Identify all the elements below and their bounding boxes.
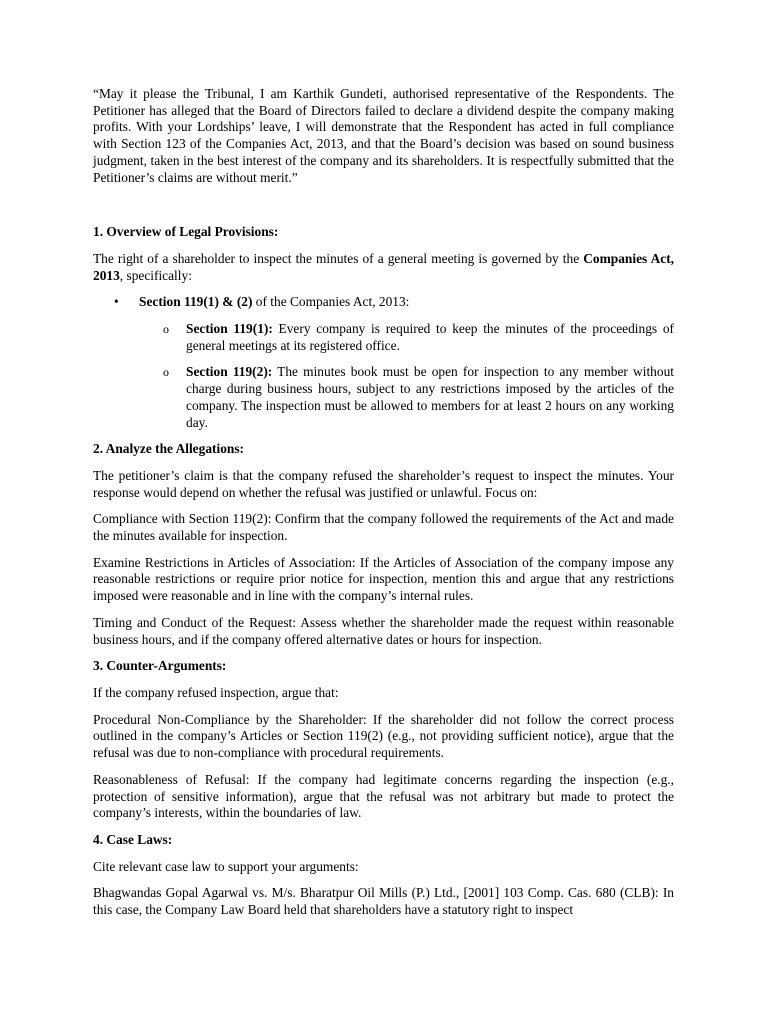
sub-item-label: Section 119(2):: [186, 364, 273, 380]
bullet-bold-label: Section 119(1) & (2): [139, 294, 253, 310]
section-3-paragraph: Reasonableness of Refusal: If the company had legitimate concerns regarding the inspection (e.g., protection of sensitive information), argue that the refusal was not arbitrary but made to protect the company’s interests, within the boundaries of law.: [93, 771, 674, 821]
section-2-paragraph: Timing and Conduct of the Request: Assess whether the shareholder made the request within reasonable business hours, and if the company offered alternative dates or hours for inspection.: [93, 614, 674, 647]
sub-item-text: The minutes book must be open for inspection to any member without charge during business hours, subject to any restrictions imposed by the articles of the company. The inspection must be allowed to members for at least 2 hours on any working day.: [186, 364, 674, 430]
sub-item-text: Every company is required to keep the minutes of the proceedings of general meetings at its registered office.: [186, 321, 674, 353]
bullet-text: of the Companies Act, 2013:: [252, 294, 410, 310]
section-4-paragraph: Bhagwandas Gopal Agarwal vs. M/s. Bharatpur Oil Mills (P.) Ltd., [2001] 103 Comp. Cas. 680 (CLB): In this case, the Company Law Board held that shareholders have a statutory right to inspect: [93, 885, 674, 918]
section-4-paragraph: Cite relevant case law to support your arguments:: [93, 858, 359, 874]
sub-bullet-icon: o: [163, 365, 169, 380]
section-2-paragraph: The petitioner’s claim is that the company refused the shareholder’s request to inspect the minutes. Your response would depend on whether the refusal was justified or unlawful. Focus on:: [93, 467, 674, 500]
section-2-heading: 2. Analyze the Allegations:: [93, 441, 245, 457]
section-1-intro: [93, 251, 674, 284]
section-3-paragraph: If the company refused inspection, argue that:: [93, 684, 339, 700]
intro-text: The right of a shareholder to inspect the minutes of a general meeting is governed by the: [93, 250, 584, 266]
section-3-heading: 3. Counter-Arguments:: [93, 658, 227, 674]
sub-item-label: Section 119(1):: [186, 321, 273, 337]
act-name: Companies Act, 2013: [93, 250, 674, 283]
bullet-icon: •: [114, 294, 119, 310]
section-3-paragraph: Procedural Non-Compliance by the Shareholder: If the shareholder did not follow the correct process outlined in the company’s Articles or Section 119(2) (e.g., not providing sufficient notice), argue that the refusal was due to non-compliance with procedural requirements.: [93, 711, 674, 761]
document-page: [93, 86, 674, 929]
bullet-item-section-119: [93, 294, 674, 311]
section-2-paragraph: Compliance with Section 119(2): Confirm that the company followed the requirements of the Act and made the minutes available for inspection.: [93, 511, 674, 544]
opening-quote: “May it please the Tribunal, I am Karthik Gundeti, authorised representative of the Respondents. The Petitioner has alleged that the Board of Directors failed to declare a dividend despite the company making profits. With your Lordships’ leave, I will demonstrate that the Respondent has acted in full compliance with Section 123 of the Companies Act, 2013, and that the Board’s decision was based on sound business judgment, taken in the best interest of the company and its shareholders. It is respectfully submitted that the Petitioner’s claims are without merit.”: [93, 86, 674, 185]
section-2-paragraph: Examine Restrictions in Articles of Association: If the Articles of Association of the company impose any reasonable restrictions or require prior notice for inspection, mention this and argue that any restrictions imposed were reasonable and in line with the company’s internal rules.: [93, 554, 674, 604]
sub-item-section-119-1: [93, 321, 674, 354]
intro-suffix: , specifically:: [119, 267, 192, 283]
section-4-heading: 4. Case Laws:: [93, 831, 173, 847]
sub-item-section-119-2: [93, 364, 674, 431]
sub-bullet-icon: o: [163, 322, 169, 337]
section-1-heading: 1. Overview of Legal Provisions:: [93, 224, 279, 240]
